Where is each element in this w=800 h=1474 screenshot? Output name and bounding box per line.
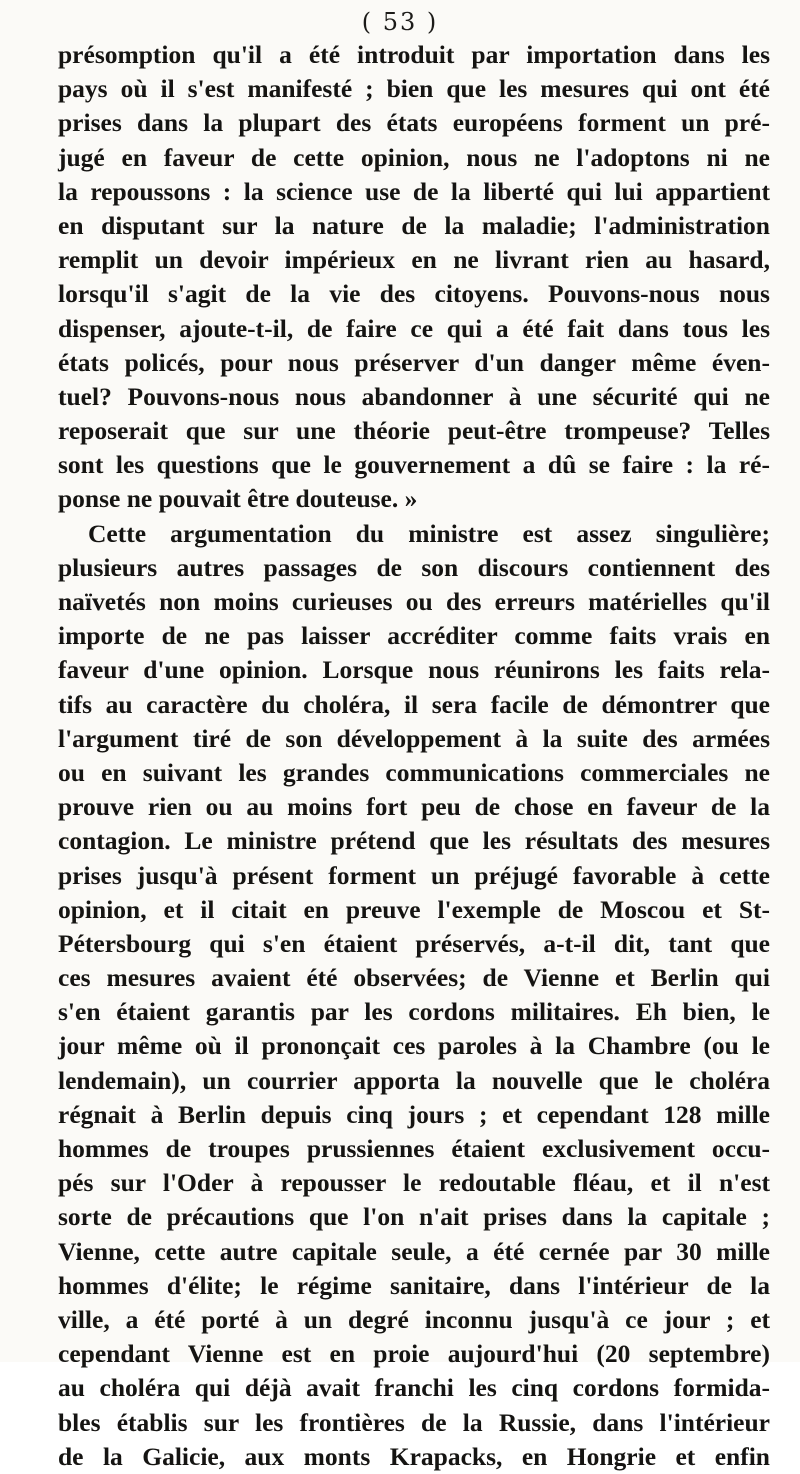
text-line: tifs au caractère du choléra, il sera facile de démontrer que (58, 689, 770, 719)
text-line: plusieurs autres passages de son discours contiennent des (58, 552, 770, 582)
text-line: l'argument tiré de son développement à la suite des armées (58, 723, 770, 753)
text-line: la repoussons : la science use de la liberté qui lui appartient (58, 176, 770, 206)
text-line: en disputant sur la nature de la maladie; l'administration (58, 210, 770, 240)
text-line: lorsqu'il s'agit de la vie des citoyens. Pouvons-nous nous (58, 279, 770, 309)
text-line: prises jusqu'à présent forment un préjugé favorable à cette (58, 860, 770, 890)
text-line: opinion, et il citait en preuve l'exemple de Moscou et St- (58, 894, 770, 924)
page-number: ( 53 ) (361, 8, 439, 36)
text-line: présomption qu'il a été introduit par importation dans les (58, 40, 770, 69)
text-line: importe de ne pas laisser accréditer comme faits vrais en (58, 621, 770, 651)
text-line: tuel? Pouvons-nous nous abandonner à une sécurité qui ne (58, 381, 770, 411)
text-line: jour même où il prononçait ces paroles à la Chambre (ou le (58, 1031, 770, 1061)
text-line: ponse ne pouvait être douteuse. » (58, 484, 418, 514)
text-line: sorte de précautions que l'on n'ait prises dans la capitale ; (58, 1202, 770, 1232)
paragraph (58, 38, 770, 517)
text-line: lendemain), un courrier apporta la nouvelle que le choléra (58, 1065, 770, 1095)
text-line: faveur d'une opinion. Lorsque nous réunirons les faits rela- (58, 655, 770, 685)
text-line: hommes de troupes prussiennes étaient exclusivement occu- (58, 1134, 770, 1163)
text-line: sont les questions que le gouvernement a dû se faire : la ré- (58, 450, 770, 480)
text-line: ces mesures avaient été observées; de Vienne et Berlin qui (58, 963, 770, 993)
text-line: bles établis sur les frontières de la Russie, dans l'intérieur (58, 1407, 770, 1437)
text-line: jugé en faveur de cette opinion, nous ne l'adoptons ni ne (58, 142, 770, 172)
text-line: cependant Vienne est en proie aujourd'hui (20 septembre) (58, 1339, 770, 1369)
text-line: pés sur l'Oder à repousser le redoutable fléau, et il n'est (58, 1168, 770, 1198)
text-line: reposerait que sur une théorie peut-être trompeuse? Telles (58, 416, 770, 446)
text-line: prouve rien ou au moins fort peu de chose en faveur de la (58, 792, 770, 822)
text-line: Cette argumentation du ministre est assez singulière; (88, 518, 770, 548)
text-line: Vienne, cette autre capitale seule, a été cernée par 30 mille (58, 1236, 770, 1266)
text-line: ou en suivant les grandes communications commerciales ne (58, 757, 770, 787)
text-line: de la Galicie, aux monts Krapacks, en Hongrie et enfin (58, 1441, 770, 1471)
text-line: naïvetés non moins curieuses ou des erreurs matérielles qu'il (58, 587, 770, 616)
text-line: hommes d'élite; le régime sanitaire, dans l'intérieur de la (58, 1270, 770, 1300)
body-text (58, 38, 770, 1474)
text-line: états policés, pour nous préserver d'un danger même éven- (58, 347, 770, 377)
text-line: dispenser, ajoute-t-il, de faire ce qui a été fait dans tous les (58, 313, 770, 343)
text-line: régnait à Berlin depuis cinq jours ; et cependant 128 mille (58, 1099, 770, 1129)
text-line: Pétersbourg qui s'en étaient préservés, a-t-il dit, tant que (58, 928, 770, 958)
text-line: s'en étaient garantis par les cordons militaires. Eh bien, le (58, 997, 770, 1027)
text-line: contagion. Le ministre prétend que les résultats des mesures (58, 826, 770, 856)
text-line: pays où il s'est manifesté ; bien que les mesures qui ont été (58, 74, 770, 104)
text-line: remplit un devoir impérieux en ne livrant rien au hasard, (58, 245, 770, 275)
text-line: prises dans la plupart des états européens forment un pré- (58, 108, 770, 138)
text-line: ville, a été porté à un degré inconnu jusqu'à ce jour ; et (58, 1304, 770, 1334)
paragraph (58, 517, 770, 1474)
text-line: au choléra qui déjà avait franchi les cinq cordons formida- (58, 1373, 770, 1403)
